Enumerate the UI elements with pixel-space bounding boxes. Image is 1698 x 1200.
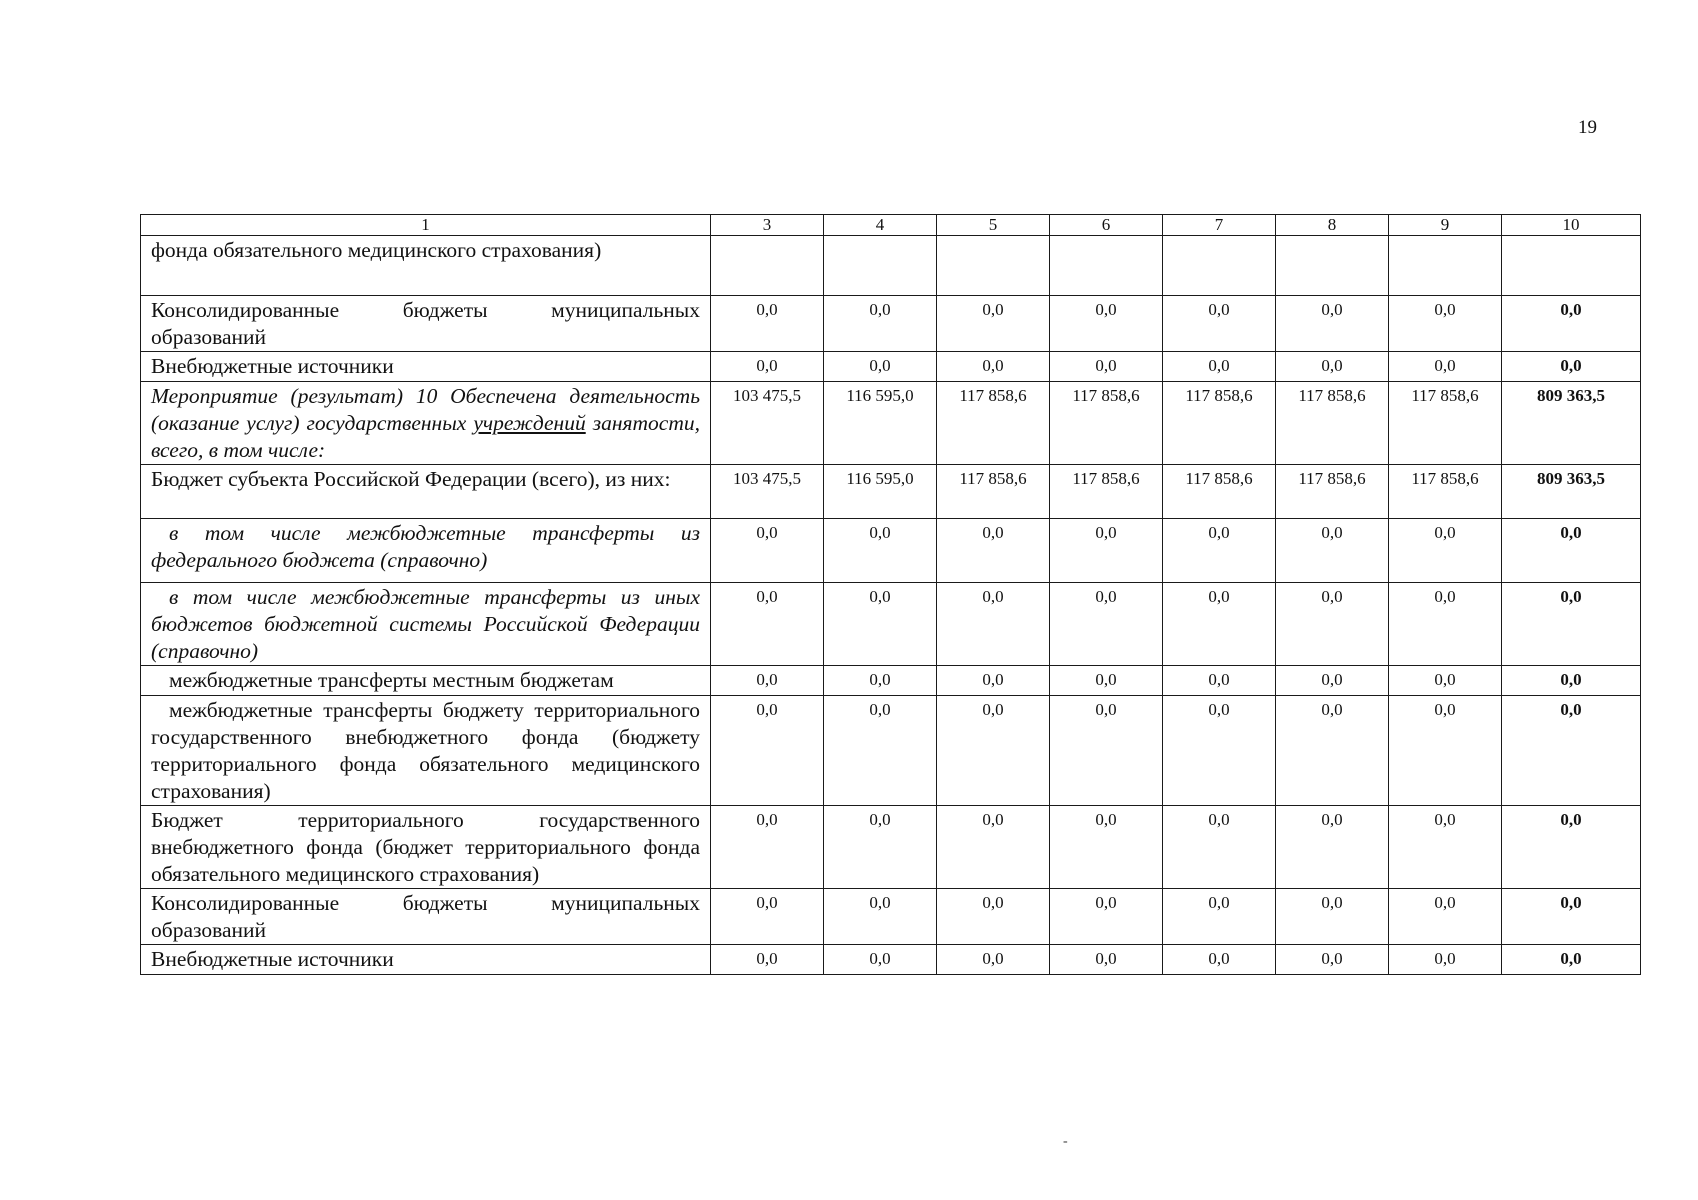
stray-mark: - — [1063, 1134, 1068, 1149]
header-cell: 8 — [1276, 215, 1389, 236]
value-cell: 0,0 — [711, 806, 824, 889]
table-row — [141, 945, 1641, 975]
page-number: 19 — [1578, 117, 1597, 138]
value-cell: 103 475,5 — [711, 465, 824, 519]
total-cell: 0,0 — [1502, 519, 1641, 583]
value-cell: 117 858,6 — [1050, 465, 1163, 519]
value-cell: 0,0 — [1276, 352, 1389, 382]
value-cell: 117 858,6 — [1276, 382, 1389, 465]
value-cell: 0,0 — [937, 945, 1050, 975]
value-cell: 116 595,0 — [824, 465, 937, 519]
value-cell — [1276, 236, 1389, 296]
value-cell: 103 475,5 — [711, 382, 824, 465]
row-label: Консолидированные бюджеты муниципальных образований — [141, 296, 711, 352]
header-cell: 4 — [824, 215, 937, 236]
total-cell: 0,0 — [1502, 666, 1641, 696]
value-cell: 0,0 — [1276, 696, 1389, 806]
table-row — [141, 296, 1641, 352]
value-cell: 0,0 — [711, 583, 824, 666]
row-label: Внебюджетные источники — [141, 352, 711, 382]
table-row — [141, 889, 1641, 945]
value-cell: 117 858,6 — [1276, 465, 1389, 519]
total-cell: 0,0 — [1502, 696, 1641, 806]
table-row — [141, 519, 1641, 583]
value-cell: 0,0 — [711, 945, 824, 975]
value-cell: 0,0 — [937, 583, 1050, 666]
value-cell: 0,0 — [824, 352, 937, 382]
value-cell: 0,0 — [1276, 806, 1389, 889]
header-cell: 1 — [141, 215, 711, 236]
value-cell: 0,0 — [1050, 666, 1163, 696]
row-label: Внебюджетные источники — [141, 945, 711, 975]
value-cell: 0,0 — [824, 296, 937, 352]
value-cell: 117 858,6 — [1050, 382, 1163, 465]
table-row — [141, 465, 1641, 519]
value-cell: 0,0 — [937, 806, 1050, 889]
value-cell: 0,0 — [1389, 945, 1502, 975]
table-row — [141, 352, 1641, 382]
value-cell — [937, 236, 1050, 296]
table-row — [141, 236, 1641, 296]
value-cell: 117 858,6 — [937, 465, 1050, 519]
value-cell: 0,0 — [1050, 889, 1163, 945]
value-cell: 0,0 — [1050, 519, 1163, 583]
total-cell: 0,0 — [1502, 889, 1641, 945]
table-row — [141, 696, 1641, 806]
value-cell: 0,0 — [1050, 583, 1163, 666]
value-cell: 0,0 — [937, 296, 1050, 352]
row-label: Мероприятие (результат) 10 Обеспечена деятельность (оказание услуг) государственных учреждений занятости, всего, в том числе: — [141, 382, 711, 465]
table-row — [141, 666, 1641, 696]
total-cell — [1502, 236, 1641, 296]
value-cell: 117 858,6 — [937, 382, 1050, 465]
value-cell: 0,0 — [1276, 945, 1389, 975]
value-cell: 0,0 — [824, 945, 937, 975]
value-cell — [1050, 236, 1163, 296]
row-label: Бюджет территориального государственного внебюджетного фонда (бюджет территориального фонда обязательного медицинского страхования) — [141, 806, 711, 889]
value-cell: 0,0 — [1389, 352, 1502, 382]
value-cell: 0,0 — [824, 583, 937, 666]
value-cell: 0,0 — [824, 806, 937, 889]
total-cell: 0,0 — [1502, 352, 1641, 382]
header-row — [141, 215, 1641, 236]
header-cell: 10 — [1502, 215, 1641, 236]
value-cell: 0,0 — [937, 696, 1050, 806]
value-cell: 0,0 — [711, 519, 824, 583]
value-cell: 0,0 — [1276, 666, 1389, 696]
value-cell: 0,0 — [1389, 806, 1502, 889]
value-cell: 0,0 — [1050, 945, 1163, 975]
table-row — [141, 382, 1641, 465]
value-cell: 0,0 — [824, 889, 937, 945]
table-body — [141, 236, 1641, 975]
value-cell: 0,0 — [1163, 945, 1276, 975]
header-cell: 9 — [1389, 215, 1502, 236]
total-cell: 0,0 — [1502, 945, 1641, 975]
value-cell: 117 858,6 — [1389, 465, 1502, 519]
value-cell: 0,0 — [1276, 519, 1389, 583]
row-label: в том числе межбюджетные трансферты из федерального бюджета (справочно) — [141, 519, 711, 583]
value-cell: 0,0 — [1163, 296, 1276, 352]
row-label: межбюджетные трансферты местным бюджетам — [141, 666, 711, 696]
value-cell — [1163, 236, 1276, 296]
header-cell: 6 — [1050, 215, 1163, 236]
value-cell: 0,0 — [711, 352, 824, 382]
value-cell: 117 858,6 — [1389, 382, 1502, 465]
value-cell: 117 858,6 — [1163, 465, 1276, 519]
value-cell: 0,0 — [1276, 296, 1389, 352]
total-cell: 0,0 — [1502, 296, 1641, 352]
value-cell — [824, 236, 937, 296]
value-cell: 0,0 — [1163, 666, 1276, 696]
value-cell: 117 858,6 — [1163, 382, 1276, 465]
row-label: межбюджетные трансферты бюджету территориального государственного внебюджетного фонда (бюджету территориального фонда обязательного медицинского страхования) — [141, 696, 711, 806]
value-cell: 0,0 — [1389, 889, 1502, 945]
value-cell: 0,0 — [1163, 889, 1276, 945]
value-cell: 0,0 — [711, 666, 824, 696]
value-cell: 0,0 — [1050, 296, 1163, 352]
total-cell: 0,0 — [1502, 583, 1641, 666]
value-cell: 0,0 — [711, 296, 824, 352]
header-cell: 3 — [711, 215, 824, 236]
total-cell: 809 363,5 — [1502, 465, 1641, 519]
row-label: в том числе межбюджетные трансферты из иных бюджетов бюджетной системы Российской Федерации (справочно) — [141, 583, 711, 666]
value-cell: 0,0 — [1389, 296, 1502, 352]
value-cell: 0,0 — [937, 352, 1050, 382]
budget-table — [140, 214, 1641, 975]
value-cell: 0,0 — [1389, 519, 1502, 583]
value-cell: 0,0 — [1163, 696, 1276, 806]
value-cell: 0,0 — [1163, 519, 1276, 583]
value-cell: 116 595,0 — [824, 382, 937, 465]
value-cell: 0,0 — [1276, 583, 1389, 666]
value-cell: 0,0 — [1389, 696, 1502, 806]
header-cell: 5 — [937, 215, 1050, 236]
row-label: фонда обязательного медицинского страхования) — [141, 236, 711, 296]
table-row — [141, 583, 1641, 666]
value-cell: 0,0 — [824, 519, 937, 583]
value-cell: 0,0 — [1389, 583, 1502, 666]
value-cell: 0,0 — [937, 889, 1050, 945]
table-row — [141, 806, 1641, 889]
header-cell: 7 — [1163, 215, 1276, 236]
row-label: Консолидированные бюджеты муниципальных образований — [141, 889, 711, 945]
value-cell: 0,0 — [1163, 352, 1276, 382]
row-label: Бюджет субъекта Российской Федерации (всего), из них: — [141, 465, 711, 519]
value-cell: 0,0 — [824, 666, 937, 696]
total-cell: 809 363,5 — [1502, 382, 1641, 465]
value-cell — [1389, 236, 1502, 296]
value-cell: 0,0 — [1050, 352, 1163, 382]
value-cell: 0,0 — [711, 696, 824, 806]
value-cell: 0,0 — [1163, 806, 1276, 889]
value-cell: 0,0 — [1050, 806, 1163, 889]
value-cell: 0,0 — [824, 696, 937, 806]
value-cell: 0,0 — [1276, 889, 1389, 945]
value-cell — [711, 236, 824, 296]
total-cell: 0,0 — [1502, 806, 1641, 889]
value-cell: 0,0 — [937, 666, 1050, 696]
value-cell: 0,0 — [1389, 666, 1502, 696]
value-cell: 0,0 — [937, 519, 1050, 583]
value-cell: 0,0 — [1050, 696, 1163, 806]
value-cell: 0,0 — [711, 889, 824, 945]
value-cell: 0,0 — [1163, 583, 1276, 666]
